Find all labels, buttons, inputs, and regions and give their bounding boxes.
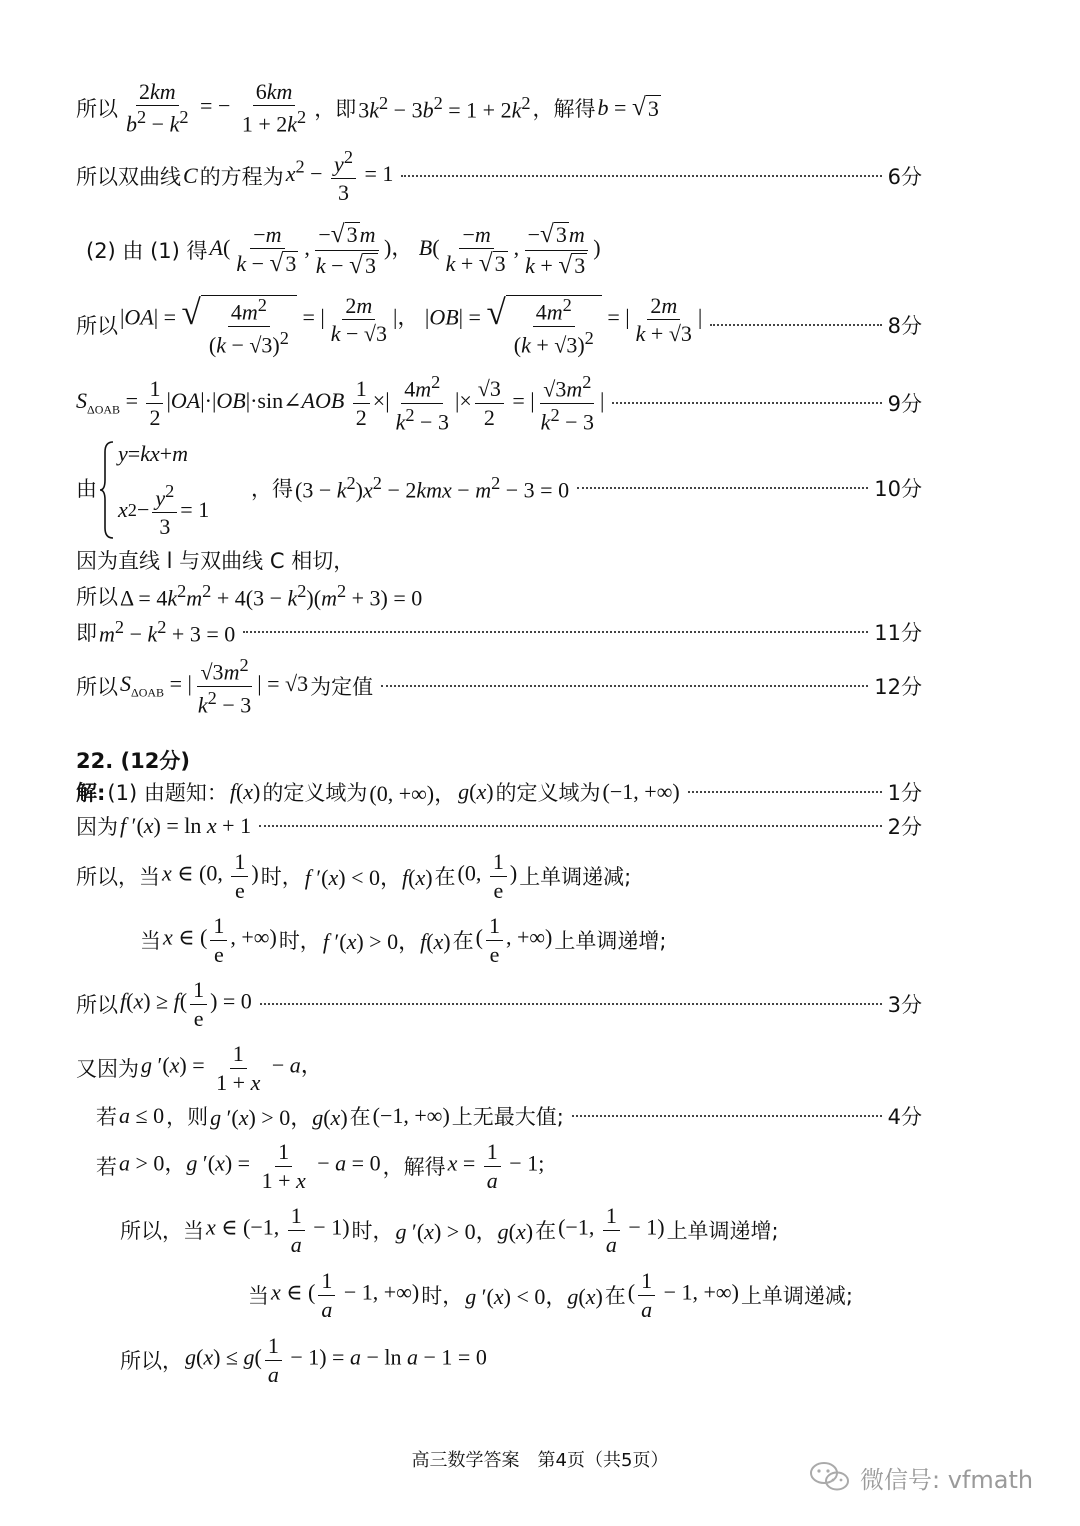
l1-formula-3: b = √ 3 xyxy=(597,92,659,121)
line-1 xyxy=(0,79,1080,137)
l2-leader-dots xyxy=(401,175,881,177)
l17-t2: ，则 xyxy=(166,1105,209,1129)
l10-leader-dots xyxy=(381,685,868,687)
l19-interval-2: (−1, $\frac{1}{a}$ − 1) xyxy=(558,1203,665,1257)
l20-deriv: g ′(x) < 0，g(x) xyxy=(465,1283,603,1309)
l9-text: 即 xyxy=(76,620,97,645)
l2-formula: $x^2$ − $\frac{y^2}{3}$ = 1 xyxy=(285,147,394,205)
l13-interval: x ∈ (0, $\frac{1}{e}$ ) xyxy=(162,849,259,903)
l11-domain-f: (0, +∞)， xyxy=(369,780,457,806)
l13-interval-2: (0, $\frac{1}{e}$ ) xyxy=(457,849,518,903)
l6-leader-dots xyxy=(577,487,868,489)
l11-g: g(x) xyxy=(458,779,494,804)
l11-leader-dots xyxy=(688,791,882,793)
l11-domain-g: (−1, +∞) xyxy=(602,779,680,804)
h22-text: 22. (12分) xyxy=(76,749,190,773)
l20-interval: x ∈ ( $\frac{1}{a}$ − 1, +∞) xyxy=(271,1268,420,1322)
l13-text: 所以，当 xyxy=(76,865,160,889)
l1-pre: 所以 xyxy=(76,97,118,121)
l6-you: 由 xyxy=(76,476,97,501)
line-14 xyxy=(0,913,1080,967)
line-8 xyxy=(0,576,1080,616)
page-footer: 高三数学答案 第4页（共5页） xyxy=(411,1450,669,1471)
l11-jie: 解: xyxy=(76,781,106,805)
line-10 xyxy=(0,655,1080,717)
l3-formula: A( −m k − √ 3 , − √ 3 m k − √ 3 )， B( −m k + √ 3 , − √ 3 m k + √ 3 ) xyxy=(209,220,601,279)
score-2: 2分 xyxy=(887,815,922,839)
l14-interval-2: ( $\frac{1}{e}$ , +∞) xyxy=(475,913,553,967)
l15-text: 所以 xyxy=(76,993,118,1017)
l21-formula: g(x) ≤ g( $\frac{1}{a}$ − 1) = a − ln a − 1 = 0 xyxy=(185,1333,487,1387)
l1-mid: ，即 xyxy=(314,97,357,121)
l17-leader-dots xyxy=(572,1115,882,1117)
l11-t3: 的定义域为 xyxy=(495,781,601,805)
l12-formula: f ′(x) = ln x + 1 xyxy=(120,813,252,838)
l19-interval: x ∈ (−1, $\frac{1}{a}$ − 1) xyxy=(206,1203,350,1257)
l19-deriv: g ′(x) > 0，g(x) xyxy=(395,1218,534,1244)
line-2 xyxy=(0,147,1080,205)
l4-text: 所以 xyxy=(76,314,118,338)
l21-text: 所以， xyxy=(120,1349,183,1373)
l14-t3: 在 xyxy=(452,929,474,953)
l6-formula: $(3 - k^2)x^2 - 2kmx - m^2 - 3 = 0$ xyxy=(295,472,570,503)
watermark-text: 微信号: vfmath xyxy=(860,1465,1034,1494)
l8-text: 所以 xyxy=(76,584,118,609)
l3-text: (2) 由 (1) 得 xyxy=(86,239,208,263)
score-1: 1分 xyxy=(887,781,922,805)
l11-f: f(x) xyxy=(229,779,261,804)
l15-leader-dots xyxy=(260,1003,882,1005)
l20-interval-2: ( $\frac{1}{a}$ − 1, +∞) xyxy=(627,1268,739,1322)
l20-text: 当 xyxy=(248,1284,269,1308)
line-13 xyxy=(0,849,1080,903)
l4-formula: |OA| = √ $\frac{4m^2}{(k - √3)^2}$ = | $\frac{2m}{k - √3}$ |， |OB| = √ $\frac{4m^2}{(k + √3)^2}$ = | $\frac{2m}{k + √3}$ | xyxy=(120,292,703,358)
l20-t3: 在 xyxy=(604,1284,626,1308)
score-6: 6分 xyxy=(887,165,922,189)
l4-leader-dots xyxy=(710,324,881,326)
l17-t3: 在 xyxy=(349,1105,371,1129)
line-7 xyxy=(0,540,1080,580)
l6-de: ，得 xyxy=(251,476,293,501)
line-4 xyxy=(0,292,1080,358)
l17-cond: a ≤ 0 xyxy=(119,1103,165,1128)
l1-mid2: ，解得 xyxy=(532,97,596,121)
l2-text: 所以双曲线 xyxy=(76,165,181,189)
l14-interval: x ∈ ( $\frac{1}{e}$ , +∞) xyxy=(163,913,277,967)
l17-t4: 上无最大值; xyxy=(451,1105,564,1129)
l17-interval: (−1, +∞) xyxy=(372,1103,450,1128)
l16-text: 又因为 xyxy=(76,1057,139,1081)
l8-formula: $\Delta = 4k^2m^2 + 4(3 - k^2)(m^2 + 3) = 0$ xyxy=(120,580,423,611)
score-12: 12分 xyxy=(874,675,922,699)
l13-deriv: f ′(x) < 0，f(x) xyxy=(304,864,433,890)
score-9: 9分 xyxy=(887,392,922,416)
system-eq-1: y = kx + m xyxy=(118,441,189,466)
l7-text: 因为直线 l 与双曲线 C 相切， xyxy=(76,549,355,573)
l19-t3: 在 xyxy=(535,1219,557,1243)
line-12 xyxy=(0,806,1080,846)
l1-formula-2: $3k^2 - 3b^2 = 1 + 2k^2$ xyxy=(358,92,531,123)
l20-t2: 时， xyxy=(421,1284,464,1308)
l5-leader-dots xyxy=(612,402,881,404)
l10-tail: 为定值 xyxy=(310,675,374,699)
line-17 xyxy=(0,1096,1080,1136)
l17-deriv: g ′(x) > 0，g(x) xyxy=(210,1104,348,1130)
l10-text: 所以 xyxy=(76,675,118,699)
score-3: 3分 xyxy=(887,993,922,1017)
l12-leader-dots xyxy=(259,825,882,827)
system-brace xyxy=(98,440,116,540)
line-19 xyxy=(0,1203,1080,1257)
system-eq-2: x 2 − $\frac{y^2}{3}$ = 1 xyxy=(118,481,210,539)
l16-formula: g ′(x) = $\frac{1}{1 + x}$ − a， xyxy=(141,1041,323,1095)
l19-t4: 上单调递增; xyxy=(666,1219,779,1243)
line-3 xyxy=(0,220,1080,279)
l14-deriv: f ′(x) > 0，f(x) xyxy=(322,928,451,954)
line-20 xyxy=(0,1268,1080,1322)
l14-t4: 上单调递增; xyxy=(554,929,667,953)
l9-formula: $m^2 - k^2 + 3 = 0$ xyxy=(99,616,236,647)
score-11: 11分 xyxy=(874,621,922,645)
l13-t3: 在 xyxy=(434,865,456,889)
l11-t2: 的定义域为 xyxy=(262,781,368,805)
line-21 xyxy=(0,1333,1080,1387)
l15-formula: f(x) ≥ f( $\frac{1}{e}$ ) = 0 xyxy=(120,977,252,1031)
score-10: 10分 xyxy=(874,477,922,501)
l14-t2: 时， xyxy=(278,929,321,953)
l18-t2: ，解得 xyxy=(382,1155,446,1179)
l10-formula: $S_{\Delta OAB}$ = | $\frac{√3m^2}{k^2 - 3}$ | = √3 xyxy=(120,655,309,717)
l18-formula: a > 0，g ′(x) = $\frac{1}{1 + x}$ − a = 0 xyxy=(119,1139,381,1193)
line-9 xyxy=(0,612,1080,652)
l2-text2: 的方程为 xyxy=(199,165,284,189)
wechat-watermark xyxy=(808,1452,1033,1502)
score-8: 8分 xyxy=(887,314,922,338)
l5-formula: $S_{\Delta OAB}$ = $\frac{1}{2}$ |OA|·|OB|·sin∠AOB $\frac{1}{2}$ ×| $\frac{4m^2}{k^2 - 3}$ |× $\frac{√3}{2}$ = | $\frac{√3m^2}{k^2 - 3}$ | xyxy=(76,372,605,434)
score-4: 4分 xyxy=(887,1105,922,1129)
line-18 xyxy=(0,1139,1080,1193)
l18-formula-2: x = $\frac{1}{a}$ − 1; xyxy=(447,1139,545,1193)
l9-leader-dots xyxy=(243,631,868,633)
l1-formula: $\frac{2km}{b^2 - k^2}$ = − $\frac{6km}{1 + 2k^2}$ xyxy=(126,79,307,137)
line-5 xyxy=(0,372,1080,434)
l14-text: 当 xyxy=(140,929,161,953)
line-15 xyxy=(0,977,1080,1031)
l19-t2: 时， xyxy=(351,1219,394,1243)
l12-text: 因为 xyxy=(76,815,118,839)
l13-t4: 上单调递减; xyxy=(519,865,632,889)
l19-text: 所以，当 xyxy=(120,1219,204,1243)
l20-t4: 上单调递减; xyxy=(740,1284,854,1308)
l13-t2: 时， xyxy=(260,865,303,889)
l17-text: 若 xyxy=(96,1105,117,1129)
wechat-icon xyxy=(808,1459,852,1495)
l18-text: 若 xyxy=(96,1155,117,1179)
line-16 xyxy=(0,1041,1080,1095)
l11-text: (1) 由题知： xyxy=(107,781,228,805)
l2-c: C xyxy=(183,163,198,188)
